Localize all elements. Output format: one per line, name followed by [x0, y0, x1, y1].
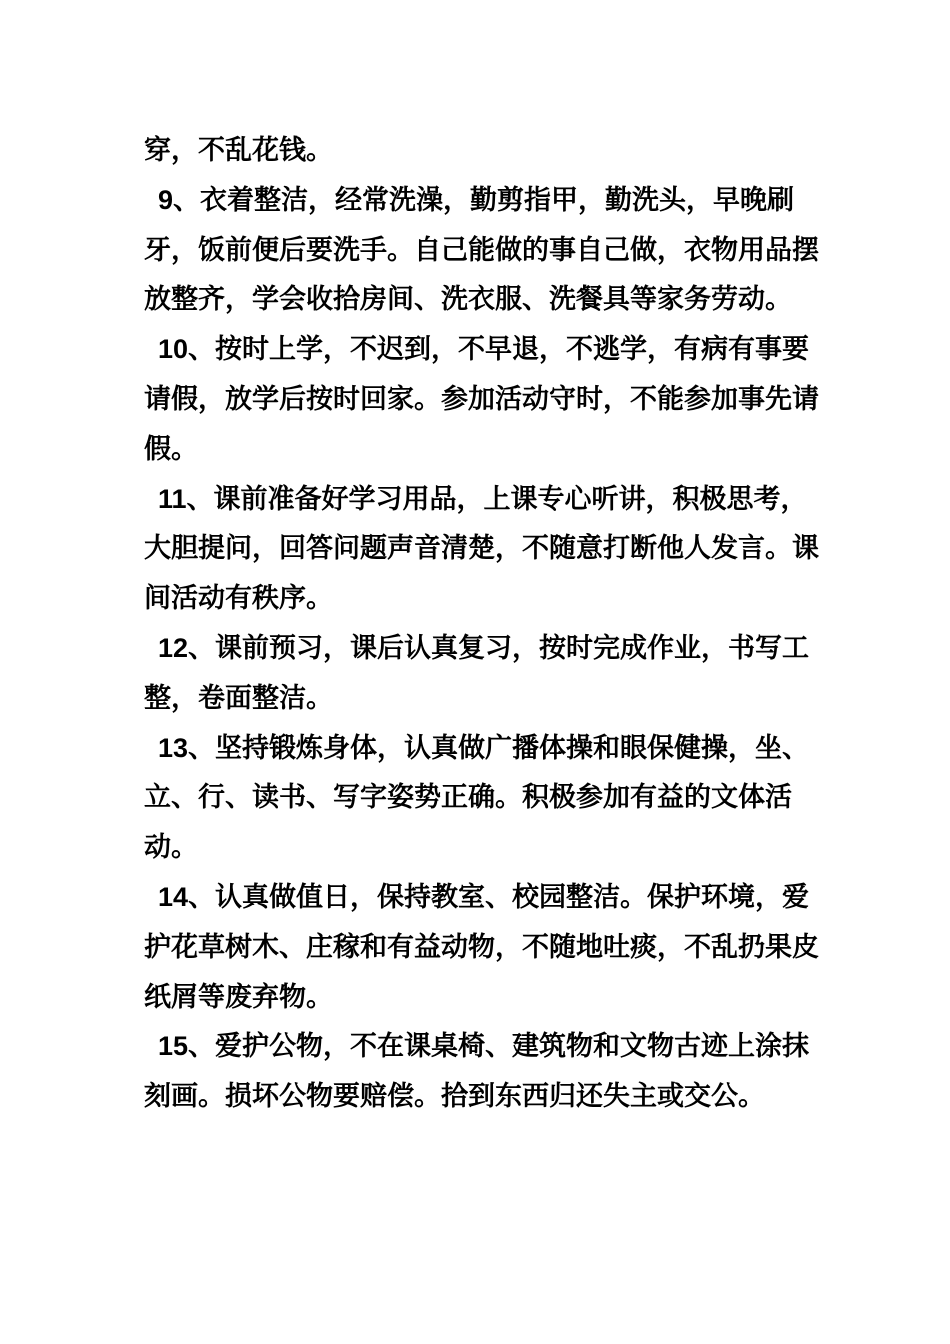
rule-text: 、课前准备好学习用品，上课专心听讲，积极思考，大胆提问，回答问题声音清楚，不随意打断他人发言。课间活动有秩序。 [144, 483, 819, 615]
rule-item-13 [144, 724, 830, 873]
rule-number: 14 [158, 881, 189, 912]
rule-number: 12 [158, 632, 189, 663]
rule-number: 9 [158, 184, 174, 215]
rule-item-10 [144, 325, 830, 474]
rule-number: 13 [158, 732, 189, 763]
rule-number: 15 [158, 1031, 189, 1062]
rule-item-15 [144, 1022, 830, 1122]
rule-text: 、课前预习，课后认真复习，按时完成作业，书写工整，卷面整洁。 [144, 632, 810, 714]
rule-text: 、认真做值日，保持教室、校园整洁。保护环境，爱护花草树木、庄稼和有益动物，不随地吐痰，不乱扔果皮纸屑等废弃物。 [144, 881, 819, 1013]
rule-text: 、坚持锻炼身体，认真做广播体操和眼保健操，坐、立、行、读书、写字姿势正确。积极参加有益的文体活动。 [144, 732, 810, 864]
rule-item-11 [144, 475, 830, 624]
paragraph-continued [144, 126, 830, 176]
rule-number: 10 [158, 334, 189, 365]
rule-text: 、爱护公物，不在课桌椅、建筑物和文物古迹上涂抹刻画。损坏公物要赔偿。拾到东西归还失主或交公。 [144, 1031, 810, 1113]
rule-text: 、衣着整洁，经常洗澡，勤剪指甲，勤洗头，早晚刷牙，饭前便后要洗手。自己能做的事自己做，衣物用品摆放整齐，学会收拾房间、洗衣服、洗餐具等家务劳动。 [144, 184, 819, 316]
rule-text: 、按时上学，不迟到，不早退，不逃学，有病有事要请假，放学后按时回家。参加活动守时，不能参加事先请假。 [144, 334, 819, 465]
rule-item-9 [144, 176, 830, 325]
document-page [144, 126, 830, 1122]
rule-number: 11 [158, 483, 187, 514]
rule-item-14 [144, 873, 830, 1022]
rule-item-12 [144, 624, 830, 724]
paragraph-text: 穿，不乱花钱。 [144, 135, 333, 166]
